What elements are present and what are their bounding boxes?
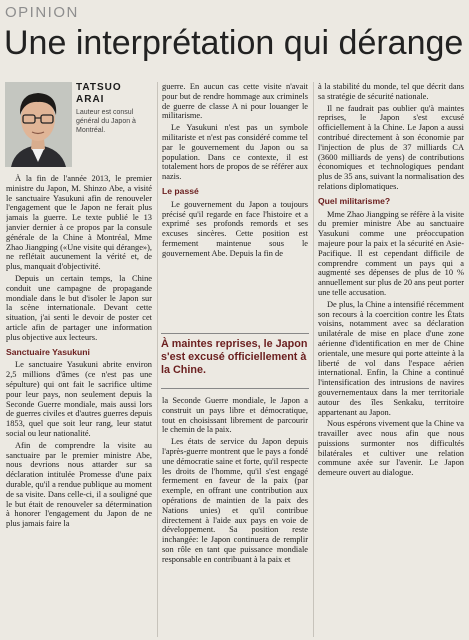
- paragraph: Nous espérons vivement que la Chine va travailler avec nous afin que nous puissions surmonter nos difficultés bilatérales et cultiver une relation commune axée sur l'avenir. Le Japon demeure ouvert au dialogue.: [318, 419, 464, 478]
- article-column-1: [6, 174, 152, 636]
- paragraph: Afin de comprendre la visite au sanctuaire par le premier ministre Abe, nous devrions nous attarder sur sa déclaration intitulée Promesse d'une paix durable, qu'il a rendue publique au moment de sa visite. Dans celle-ci, il a souligné que le but était de renouveler sa détermination à honorer l'engagement du Japon de ne plus jamais faire la: [6, 440, 152, 529]
- column-divider: [157, 82, 158, 637]
- subheading: Le passé: [162, 185, 199, 196]
- pull-quote: À maintes reprises, le Japon s'est excusé officiellement à la Chine.: [161, 333, 309, 389]
- author-bio: Lauteur est consul général du Japon à Montréal.: [76, 109, 136, 134]
- article-column-2-bottom: [162, 396, 308, 636]
- subheading: Sanctuaire Yasukuni: [6, 346, 90, 357]
- paragraph: De plus, la Chine a intensifié récemment son recours à la coercition contre les États voisins, notamment avec sa déclaration unilatérale de mise en place d'une zone aérienne d'identification en mer de Chine orientale, une mesure qui porte atteinte à la liberté de vol dans l'espace aérien international. Enfin, la Chine a continué l'intensification des intrusions de navires gouvernementaux dans la mer territoriale autour des îles Senkaku, territoire appartenant au Japon.: [318, 299, 464, 417]
- article-column-2-top: [162, 82, 308, 326]
- subheading: Quel militarisme?: [318, 195, 391, 206]
- paragraph: Mme Zhao Jiangping se réfère à la visite du premier ministre Abe au sanctuaire Yasukuni comme une préoccupation majeure pour la paix et la sécurité en Asie-Pacifique. Il est cependant difficile de comprendre comment un pays qui a augmenté ses dépenses de plus de 10 % annuellement sur plus de 20 ans peut porter une telle accusation.: [318, 209, 464, 297]
- paragraph: Les états de service du Japon depuis l'après-guerre montrent que le pays a fondé une démocratie saine et forte, qu'il respecte les droits de l'homme, qu'il s'est engagé fermement en faveur de la paix (par exemple, en offrant une contribution aux opérations de maintien de la paix des Nations unies) et qu'il contribue directement à l'aide aux pays en voie de développement. Sa position reste inchangée: le Japon continuera de remplir son rôle en tant que puissance mondiale responsable en contribuant à la paix et: [162, 437, 308, 564]
- author-last-name: ARAI: [76, 94, 105, 105]
- paragraph: Il ne faudrait pas oublier qu'à maintes reprises, le Japon s'est excusé officiellement à la Chine. Le Japon a aussi contribué directement à son économie par l'injection de plus de 37 milliards CA (3600 milliards de yens) de contributions économiques et technologiques pendant plus de 35 ans, suivant la normalisation des relations diplomatiques.: [318, 103, 464, 191]
- author-photo: [5, 82, 72, 167]
- paragraph: Depuis un certain temps, la Chine conduit une campagne de propagande mondiale dans le but d'isoler le Japon sur la scène internationale. Devant cette situation, j'ai senti le devoir de poster cet article afin de partager une information plus objective aux lecteurs.: [6, 273, 152, 342]
- author-box: [76, 82, 152, 135]
- section-label: OPINION: [5, 4, 79, 21]
- page-title: Une interprétation qui dérange: [4, 24, 464, 62]
- paragraph: guerre. En aucun cas cette visite n'avait pour but de rendre hommage aux criminels de guerre de classe A ni pour louanger le militarisme.: [162, 82, 308, 121]
- paragraph: Le sanctuaire Yasukuni abrite environ 2,5 millions d'âmes (ce n'est pas une sépulture) qui ont fait le sacrifice ultime pour leur pays, non seulement depuis la Seconde Guerre mondiale, mais aussi lors de guerres civiles et d'autres guerres depuis 1853, quel que soit leur rang, leur statut social ou leur nationalité.: [6, 360, 152, 438]
- author-first-name: TATSUO: [76, 82, 122, 93]
- column-divider: [313, 82, 314, 637]
- paragraph: la Seconde Guerre mondiale, le Japon a construit un pays libre et démocratique, tout en choisissant librement de parcourir le chemin de la paix.: [162, 396, 308, 435]
- paragraph: Le gouvernement du Japon a toujours précisé qu'il regarde en face l'histoire et a exprimé ses profonds remords et ses excuses sincères. Cette position est fermement maintenue sous le gouvernement Abe. Depuis la fin de: [162, 199, 308, 258]
- paragraph: à la stabilité du monde, tel que décrit dans sa stratégie de sécurité nationale.: [318, 82, 464, 101]
- article-column-3: [318, 82, 464, 636]
- paragraph: À la fin de l'année 2013, le premier ministre du Japon, M. Shinzo Abe, a visité le sanctuaire Yasukuni afin de renouveler l'engagement que le Japon ne ferait plus jamais la guerre. Le texte publié le 13 janvier dernier à ce propos par la consule générale de la Chine à Montréal, Mme Zhao Jiangping («Une visite qui dérange»), ne reflétait aucunement la vérité et, de plus, manquait d'objectivité.: [6, 174, 152, 272]
- paragraph: Le Yasukuni n'est pas un symbole militariste et n'est pas considéré comme tel par le gouvernement du Japon ou sa population. Dans ce contexte, il est totalement hors de propos de se référer aux nazis.: [162, 123, 308, 182]
